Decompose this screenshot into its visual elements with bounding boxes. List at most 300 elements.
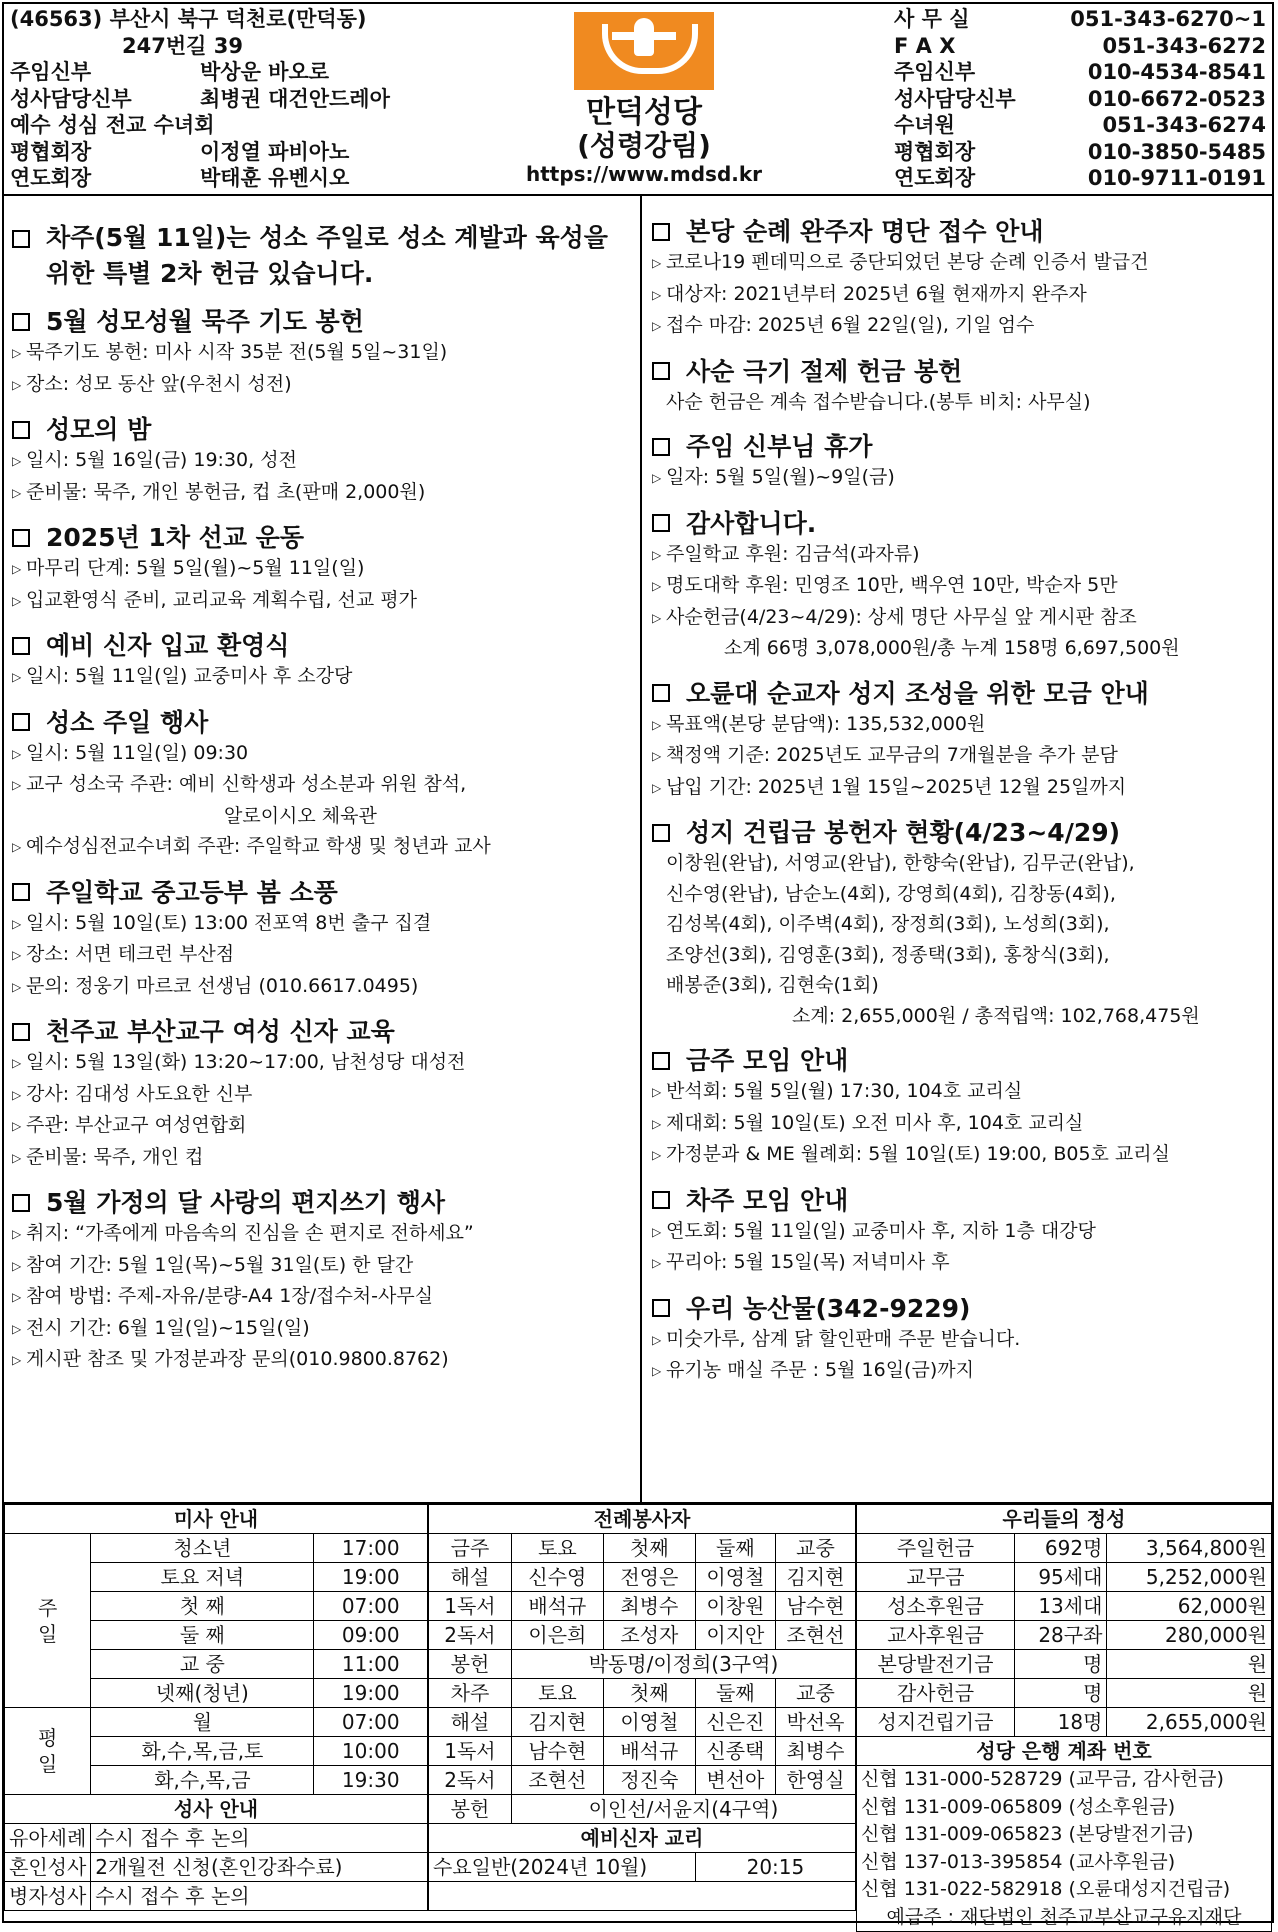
triangle-bullet-icon: ▷ xyxy=(652,256,662,270)
checkbox-icon xyxy=(12,529,30,547)
contact-row xyxy=(894,165,1272,192)
phone-number: 051-343-6272 xyxy=(1102,33,1266,58)
offering-amount: 62,000원 xyxy=(1107,1592,1272,1621)
bullet-item xyxy=(12,831,640,863)
checkbox-icon xyxy=(652,438,670,456)
bullet-text: 교구 성소국 주관: 예비 신학생과 성소분과 위원 참석, xyxy=(26,773,467,795)
bullet-item xyxy=(12,1079,640,1111)
sunday-label: 주 일 xyxy=(5,1534,91,1708)
section-title-text: 성지 건립금 봉헌자 현황(4/23~4/29) xyxy=(686,818,1121,847)
indented-text: 알로이시오 체육관 xyxy=(224,804,377,827)
bullet-text: 목표액(본당 분담액): 135,532,000원 xyxy=(666,712,986,735)
table-cell: 1독서 xyxy=(429,1592,512,1621)
mass-name: 첫 째 xyxy=(91,1592,314,1621)
bank-account-title: 성당 은행 계좌 번호 xyxy=(857,1737,1272,1766)
triangle-bullet-icon: ▷ xyxy=(652,1364,662,1378)
body-text: 조양선(3회), 김영훈(3회), 정종택(3회), 홍창식(3회), xyxy=(666,943,1110,966)
bullet-text: 책정액 기준: 2025년도 교무금의 7개월분을 추가 분담 xyxy=(666,744,1118,766)
column-header: 첫째 xyxy=(603,1534,695,1563)
mass-name: 청소년 xyxy=(91,1534,314,1563)
offertory-label: 봉헌 xyxy=(429,1650,512,1679)
bullet-text: 유기농 매실 주문 : 5월 16일(금)까지 xyxy=(666,1359,974,1381)
bullet-item xyxy=(652,1324,1272,1356)
triangle-bullet-icon: ▷ xyxy=(652,547,662,562)
bullet-item xyxy=(12,908,640,940)
contact-row xyxy=(894,112,1272,139)
bullet-text: 장소: 서면 테크런 부산점 xyxy=(26,943,235,965)
table-cell: 변선아 xyxy=(695,1766,775,1795)
triangle-bullet-icon: ▷ xyxy=(12,948,22,962)
bullet-item xyxy=(652,247,1272,279)
bullet-item xyxy=(12,477,640,509)
table-cell: 1독서 xyxy=(429,1737,512,1766)
bullet-text: 명도대학 후원: 민영조 10만, 백우연 10만, 박순자 5만 xyxy=(666,574,1118,596)
offering-type: 본당발전기금 xyxy=(857,1650,1015,1679)
mass-time: 17:00 xyxy=(314,1534,428,1563)
phone-number: 010-9711-0191 xyxy=(1087,166,1266,190)
triangle-bullet-icon: ▷ xyxy=(12,1087,22,1102)
section-title xyxy=(652,356,1272,387)
checkbox-icon xyxy=(12,1023,30,1041)
bullet-text: 꾸리아: 5월 15일(목) 저녁미사 후 xyxy=(666,1251,950,1273)
bullet-text: 입교환영식 준비, 교리교육 계획수립, 선교 평가 xyxy=(26,588,418,611)
bullet-text: 일시: 5월 11일(일) 교중미사 후 소강당 xyxy=(26,665,353,687)
table-cell: 해설 xyxy=(429,1563,512,1592)
mass-time: 19:00 xyxy=(314,1679,428,1708)
bullet-text: 참여 방법: 주제-자유/분량-A4 1장/접수처-사무실 xyxy=(26,1285,434,1307)
checkbox-icon xyxy=(652,684,670,702)
column-header: 토요 xyxy=(511,1679,603,1708)
triangle-bullet-icon: ▷ xyxy=(12,778,22,792)
bullet-text: 문의: 정웅기 마르코 선생님 (010.6617.0495) xyxy=(26,974,419,997)
body-text: 사순 헌금은 계속 접수받습니다.(봉투 비치: 사무실) xyxy=(666,390,1091,413)
triangle-bullet-icon: ▷ xyxy=(12,1150,22,1165)
contact-label: 평협회장 xyxy=(894,139,976,164)
offering-type: 감사헌금 xyxy=(857,1679,1015,1708)
section-title-text: 5월 가정의 달 사랑의 편지쓰기 행사 xyxy=(46,1188,446,1217)
section-title xyxy=(652,817,1272,848)
staff-role: 예수 성심 전교 수녀회 xyxy=(10,113,215,137)
triangle-bullet-icon: ▷ xyxy=(652,1332,662,1347)
staff-row xyxy=(10,139,550,166)
table-row xyxy=(429,1563,856,1592)
offering-type: 성소후원금 xyxy=(857,1592,1015,1621)
bank-account: 신협 131-009-065809 (성소후원금) xyxy=(861,1795,1176,1818)
table-cell: 김지현 xyxy=(775,1563,855,1592)
table-cell: 신수영 xyxy=(511,1563,603,1592)
bullet-item xyxy=(12,1313,640,1345)
bullet-item xyxy=(12,1142,640,1174)
announcement-section xyxy=(12,1187,640,1376)
offering-count: 명 xyxy=(1014,1650,1106,1679)
triangle-bullet-icon: ▷ xyxy=(652,319,662,333)
announcement-section xyxy=(652,216,1272,342)
sacrament-note: 2개월전 신청(혼인강좌수료) xyxy=(91,1853,428,1882)
staff-row xyxy=(10,59,550,86)
announcement-section xyxy=(12,306,640,400)
bank-account: 신협 131-009-065823 (본당발전기금) xyxy=(861,1823,1194,1845)
catechism-title: 예비신자 교리 xyxy=(429,1824,856,1853)
triangle-bullet-icon: ▷ xyxy=(12,454,22,468)
bullet-item xyxy=(652,1355,1272,1387)
mass-table-title: 미사 안내 xyxy=(5,1505,428,1534)
table-row xyxy=(857,1650,1272,1679)
section-title-text: 오륜대 순교자 성지 조성을 위한 모금 안내 xyxy=(686,678,1149,708)
contact-label: 성사담당신부 xyxy=(894,86,1016,111)
body-text: 신수영(완납), 남순노(4회), 강영희(4회), 김창동(4회), xyxy=(666,882,1116,905)
contact-label: F A X xyxy=(894,33,956,58)
staff-role: 주임신부 xyxy=(10,60,92,84)
offertory-names: 이인선/서윤지(4구역) xyxy=(511,1795,855,1824)
triangle-bullet-icon: ▷ xyxy=(652,749,662,763)
liturgy-table-title: 전례봉사자 xyxy=(429,1505,856,1534)
bullet-text: 묵주기도 봉헌: 미사 시작 35분 전(5월 5일~31일) xyxy=(26,341,448,363)
triangle-bullet-icon: ▷ xyxy=(652,780,662,795)
bullet-text: 예수성심전교수녀회 주관: 주일학교 학생 및 청년과 교사 xyxy=(26,835,491,857)
table-cell: 조현선 xyxy=(775,1621,855,1650)
bullet-text: 게시판 참조 및 가정분과장 문의(010.9800.8762) xyxy=(26,1348,449,1370)
staff-row xyxy=(10,86,550,113)
contact-label: 주임신부 xyxy=(894,60,976,84)
offering-count: 95세대 xyxy=(1014,1563,1106,1592)
contact-label: 사 무 실 xyxy=(894,7,970,31)
address-line-2: 247번길 39 xyxy=(122,33,243,58)
section-title xyxy=(652,431,1272,462)
bullet-text: 반석회: 5월 5일(월) 17:30, 104호 교리실 xyxy=(666,1080,1023,1102)
section-title-text: 본당 순례 완주자 명단 접수 안내 xyxy=(686,217,1044,246)
section-title-text: 2025년 1차 선교 운동 xyxy=(46,523,304,552)
bullet-text: 준비물: 묵주, 개인 봉헌금, 컵 초(판매 2,000원) xyxy=(26,480,426,503)
triangle-bullet-icon: ▷ xyxy=(12,1056,22,1070)
mass-name: 교 중 xyxy=(91,1650,314,1679)
contact-row xyxy=(894,139,1272,166)
checkbox-icon xyxy=(12,713,30,731)
church-branding xyxy=(509,12,779,186)
checkbox-icon xyxy=(12,421,30,439)
bullet-item xyxy=(12,1250,640,1282)
section-title xyxy=(652,1045,1272,1076)
bullet-text: 접수 마감: 2025년 6월 22일(일), 기일 엄수 xyxy=(666,314,1035,336)
section-title xyxy=(652,216,1272,247)
bullet-text: 참여 기간: 5월 1일(목)~5월 31일(토) 한 달간 xyxy=(26,1253,414,1276)
bullet-text: 가정분과 & ME 월례회: 5월 10일(토) 19:00, B05호 교리실 xyxy=(666,1143,1170,1165)
mass-name: 토요 저녁 xyxy=(91,1563,314,1592)
section-title xyxy=(652,1185,1272,1216)
mass-time: 11:00 xyxy=(314,1650,428,1679)
triangle-bullet-icon: ▷ xyxy=(652,471,662,485)
table-cell: 이창원 xyxy=(695,1592,775,1621)
section-title xyxy=(12,630,640,661)
bullet-item xyxy=(652,279,1272,311)
announcement-section xyxy=(12,707,640,863)
bullet-text: 납입 기간: 2025년 1월 15일~2025년 12월 25일까지 xyxy=(666,775,1127,798)
table-row xyxy=(429,1737,856,1766)
table-cell: 배석규 xyxy=(511,1592,603,1621)
announcement-section xyxy=(12,630,640,693)
bank-account: 신협 137-013-395854 (교사후원금) xyxy=(861,1850,1176,1873)
mass-time: 09:00 xyxy=(314,1621,428,1650)
offering-amount: 3,564,800원 xyxy=(1107,1534,1272,1563)
announcement-section xyxy=(12,522,640,616)
bullet-text: 마무리 단계: 5월 5일(월)~5월 11일(일) xyxy=(26,557,365,579)
bullet-item xyxy=(652,1247,1272,1279)
church-website-link[interactable]: https://www.mdsd.kr xyxy=(525,162,763,186)
sacrament-note: 수시 접수 후 논의 xyxy=(91,1882,428,1911)
mass-time: 07:00 xyxy=(314,1708,428,1737)
triangle-bullet-icon: ▷ xyxy=(652,1256,662,1270)
announcement-section xyxy=(12,220,640,292)
offertory-names: 박동명/이정희(3구역) xyxy=(511,1650,855,1679)
weekday-label: 평 일 xyxy=(5,1708,91,1795)
triangle-bullet-icon: ▷ xyxy=(12,593,22,608)
bullet-text: 연도회: 5월 11일(일) 교중미사 후, 지하 1층 대강당 xyxy=(666,1219,1096,1242)
account-holder: 예금주 : 재단법인 천주교부산교구유지재단 xyxy=(886,1905,1242,1928)
triangle-bullet-icon: ▷ xyxy=(12,840,22,854)
liturgy-ministers-table xyxy=(428,1504,856,1911)
bullet-text: 일시: 5월 16일(금) 19:30, 성전 xyxy=(26,449,297,471)
section-title xyxy=(12,1016,640,1047)
table-cell: 이은희 xyxy=(511,1621,603,1650)
bullet-text: 취지: “가족에게 마음속의 진심을 손 편지로 전하세요” xyxy=(26,1222,474,1244)
offering-type: 주일헌금 xyxy=(857,1534,1015,1563)
triangle-bullet-icon: ▷ xyxy=(12,562,22,576)
announcement-section xyxy=(652,1045,1272,1171)
mass-time: 07:00 xyxy=(314,1592,428,1621)
section-title-text: 감사합니다. xyxy=(686,508,817,538)
table-row xyxy=(5,1534,428,1563)
bullet-item xyxy=(652,570,1272,602)
mass-name: 화,수,목,금,토 xyxy=(91,1737,314,1766)
indented-text: 소계: 2,655,000원 / 총적립액: 102,768,475원 xyxy=(792,1004,1200,1027)
checkbox-icon xyxy=(652,362,670,380)
bullet-item xyxy=(652,709,1272,741)
table-header-row xyxy=(429,1679,856,1708)
offering-type: 교사후원금 xyxy=(857,1621,1015,1650)
sacrament-name: 유아세례 xyxy=(5,1824,91,1853)
contact-row xyxy=(894,6,1272,33)
table-row xyxy=(429,1766,856,1795)
table-cell: 정진숙 xyxy=(603,1766,695,1795)
triangle-bullet-icon: ▷ xyxy=(12,1290,22,1304)
mass-name: 넷째(청년) xyxy=(91,1679,314,1708)
bottom-tables xyxy=(4,1502,1272,1927)
section-title-text: 5월 성모성월 묵주 기도 봉헌 xyxy=(46,307,364,336)
bullet-item xyxy=(652,740,1272,772)
table-cell: 신은진 xyxy=(695,1708,775,1737)
contact-numbers xyxy=(894,6,1272,192)
section-title xyxy=(12,707,640,738)
bulletin-header xyxy=(4,4,1272,196)
checkbox-icon xyxy=(652,1191,670,1209)
triangle-bullet-icon: ▷ xyxy=(12,746,22,761)
table-row xyxy=(857,1534,1272,1563)
table-cell: 남수현 xyxy=(775,1592,855,1621)
table-cell: 조성자 xyxy=(603,1621,695,1650)
offering-count: 28구좌 xyxy=(1014,1621,1106,1650)
bullet-item xyxy=(12,1110,640,1142)
section-title xyxy=(12,220,640,292)
column-header: 토요 xyxy=(511,1534,603,1563)
bullet-item xyxy=(12,769,640,801)
table-row xyxy=(857,1679,1272,1708)
table-header-row xyxy=(429,1534,856,1563)
body-text: 김성복(4회), 이주벽(4회), 장정희(3회), 노성희(3회), xyxy=(666,913,1110,935)
offering-amount: 원 xyxy=(1107,1650,1272,1679)
mass-name: 월 xyxy=(91,1708,314,1737)
bullet-item xyxy=(12,738,640,770)
triangle-bullet-icon: ▷ xyxy=(652,287,662,302)
bullet-item xyxy=(12,337,640,369)
bank-account: 신협 131-022-582918 (오륜대성지건립금) xyxy=(861,1878,1231,1900)
table-row xyxy=(5,1882,428,1911)
announcement-section xyxy=(652,356,1272,418)
staff-name: 최병권 대건안드레아 xyxy=(200,86,390,111)
checkbox-icon xyxy=(652,514,670,532)
section-title xyxy=(652,1293,1272,1324)
bullet-text: 제대회: 5월 10일(토) 오전 미사 후, 104호 교리실 xyxy=(666,1111,1084,1134)
table-cell: 남수현 xyxy=(511,1737,603,1766)
triangle-bullet-icon: ▷ xyxy=(12,346,22,360)
triangle-bullet-icon: ▷ xyxy=(12,377,22,392)
bullet-text: 강사: 김대성 사도요한 신부 xyxy=(26,1082,253,1105)
triangle-bullet-icon: ▷ xyxy=(652,610,662,625)
table-row xyxy=(857,1592,1272,1621)
bullet-item xyxy=(12,1344,640,1376)
table-cell: 최병수 xyxy=(603,1592,695,1621)
table-row xyxy=(429,1621,856,1650)
bullet-text: 장소: 성모 동산 앞(우천시 성전) xyxy=(26,372,292,395)
table-cell: 조현선 xyxy=(511,1766,603,1795)
staff-name: 이정열 파비아노 xyxy=(200,139,350,164)
column-header: 둘째 xyxy=(695,1534,775,1563)
bullet-item xyxy=(652,1216,1272,1248)
triangle-bullet-icon: ▷ xyxy=(652,579,662,593)
mass-name: 화,수,목,금 xyxy=(91,1766,314,1795)
staff-name: 박상운 바오로 xyxy=(200,60,330,84)
bank-accounts-cell xyxy=(857,1766,1272,1932)
section-title-text: 사순 극기 절제 헌금 봉헌 xyxy=(686,356,963,386)
checkbox-icon xyxy=(12,230,30,248)
announcements-right-column xyxy=(644,196,1272,1502)
table-cell: 2독서 xyxy=(429,1766,512,1795)
bullet-text: 주일학교 후원: 김금석(과자류) xyxy=(666,542,920,565)
announcement-section xyxy=(652,1185,1272,1279)
table-cell: 이영철 xyxy=(695,1563,775,1592)
section-title-text: 차주(5월 11일)는 성소 주일로 성소 계발과 육성을 위한 특별 2차 헌금 있습니다. xyxy=(46,223,608,288)
phone-number: 010-6672-0523 xyxy=(1087,86,1266,111)
triangle-bullet-icon: ▷ xyxy=(652,1085,662,1099)
bullet-item xyxy=(12,661,640,693)
bullet-item xyxy=(12,369,640,401)
checkbox-icon xyxy=(652,1052,670,1070)
bullet-text: 일시: 5월 13일(화) 13:20~17:00, 남천성당 대성전 xyxy=(26,1051,466,1073)
announcement-section xyxy=(652,817,1272,1031)
mass-time: 19:30 xyxy=(314,1766,428,1795)
section-title-text: 주임 신부님 휴가 xyxy=(686,432,873,461)
bullet-text: 코로나19 펜데믹으로 중단되었던 본당 순례 인증서 발급건 xyxy=(666,251,1149,273)
offering-amount: 2,655,000원 xyxy=(1107,1708,1272,1737)
triangle-bullet-icon: ▷ xyxy=(12,1353,22,1367)
announcement-section xyxy=(12,1016,640,1173)
offering-count: 명 xyxy=(1014,1679,1106,1708)
staff-role: 성사담당신부 xyxy=(10,86,132,111)
announcement-section xyxy=(12,414,640,508)
bullet-item xyxy=(652,1139,1272,1171)
offertory-label: 봉헌 xyxy=(429,1795,512,1824)
bulletin-page xyxy=(2,2,1274,1928)
column-header: 첫째 xyxy=(603,1679,695,1708)
triangle-bullet-icon: ▷ xyxy=(652,1116,662,1131)
column-header: 금주 xyxy=(429,1534,512,1563)
bullet-text: 사순헌금(4/23~4/29): 상세 명단 사무실 앞 게시판 참조 xyxy=(666,605,1137,628)
mass-name: 둘 째 xyxy=(91,1621,314,1650)
bullet-text: 주관: 부산교구 여성연합회 xyxy=(26,1114,247,1136)
offering-count: 692명 xyxy=(1014,1534,1106,1563)
announcement-section xyxy=(652,508,1272,664)
section-title xyxy=(12,306,640,337)
announcement-section xyxy=(652,431,1272,494)
section-title xyxy=(652,678,1272,709)
bullet-text: 일시: 5월 10일(토) 13:00 전포역 8번 출구 집결 xyxy=(26,911,432,934)
checkbox-icon xyxy=(652,824,670,842)
bullet-item xyxy=(652,462,1272,494)
church-name: 만덕성당 xyxy=(586,95,702,130)
announcement-section xyxy=(652,1293,1272,1387)
checkbox-icon xyxy=(652,223,670,241)
triangle-bullet-icon: ▷ xyxy=(652,1224,662,1239)
phone-number: 051-343-6270~1 xyxy=(1070,7,1266,31)
announcement-section xyxy=(652,678,1272,804)
bullet-text: 준비물: 묵주, 개인 컵 xyxy=(26,1145,204,1168)
section-title-text: 주일학교 중고등부 봄 소풍 xyxy=(46,877,338,907)
table-cell: 김지현 xyxy=(511,1708,603,1737)
announcement-section xyxy=(12,877,640,1003)
table-row xyxy=(857,1621,1272,1650)
bullet-item xyxy=(12,553,640,585)
column-header: 둘째 xyxy=(695,1679,775,1708)
checkbox-icon xyxy=(12,883,30,901)
bullet-item xyxy=(12,971,640,1003)
table-row xyxy=(5,1708,428,1737)
bullet-item xyxy=(652,1076,1272,1108)
table-row xyxy=(857,1708,1272,1737)
offerings-table xyxy=(856,1504,1272,1932)
checkbox-icon xyxy=(12,313,30,331)
offering-amount: 원 xyxy=(1107,1679,1272,1708)
bullet-item xyxy=(652,539,1272,571)
staff-name: 박태훈 유벤시오 xyxy=(200,166,350,190)
table-row xyxy=(429,1592,856,1621)
staff-row xyxy=(10,165,550,192)
bullet-item xyxy=(12,1218,640,1250)
bullet-item xyxy=(12,1047,640,1079)
table-cell: 최병수 xyxy=(775,1737,855,1766)
section-title xyxy=(652,508,1272,539)
table-row xyxy=(429,1853,856,1882)
bullet-item xyxy=(652,1108,1272,1140)
offering-type: 교무금 xyxy=(857,1563,1015,1592)
bullet-text: 전시 기간: 6월 1일(일)~15일(일) xyxy=(26,1316,310,1339)
checkbox-icon xyxy=(12,637,30,655)
indented-text: 소계 66명 3,078,000원/총 누계 158명 6,697,500원 xyxy=(724,637,1180,659)
section-title xyxy=(12,414,640,445)
table-cell: 한영실 xyxy=(775,1766,855,1795)
contact-row xyxy=(894,86,1272,113)
address-line-1: (46563) 부산시 북구 덕천로(만덕동) xyxy=(10,7,367,31)
staff-role: 연도회장 xyxy=(10,166,92,190)
mass-schedule-table xyxy=(4,1504,428,1911)
sacrament-name: 병자성사 xyxy=(5,1882,91,1911)
